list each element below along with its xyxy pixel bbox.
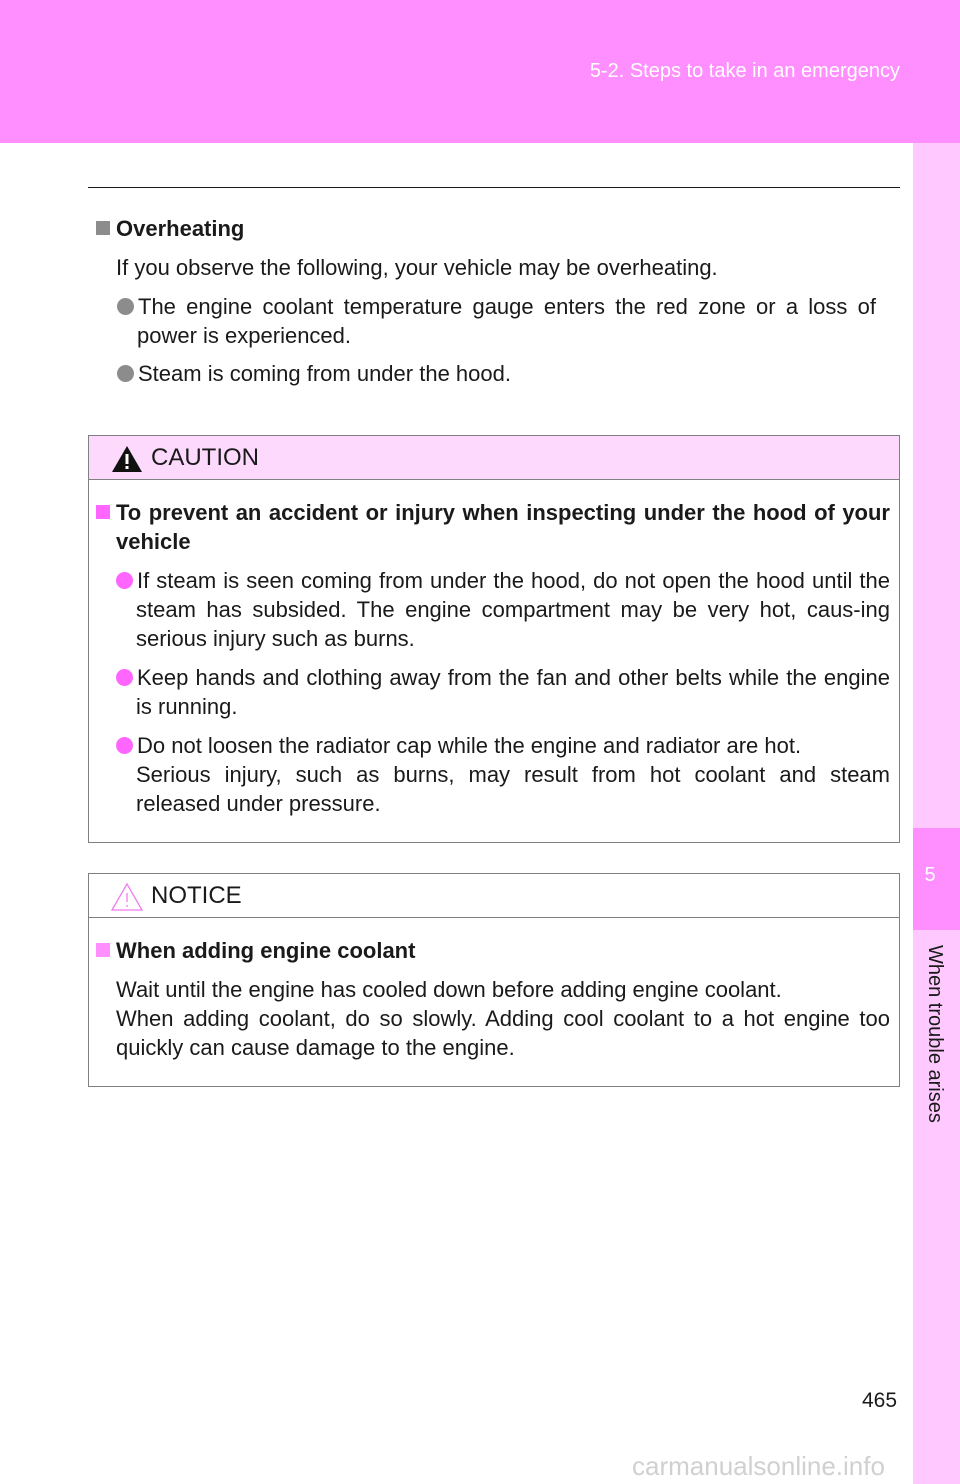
caution-heading: To prevent an accident or injury when inspecting under the hood of your vehicle — [96, 498, 890, 556]
circle-bullet-icon — [116, 669, 133, 686]
caution-box — [88, 435, 900, 843]
section-title: 5-2. Steps to take in an emergency — [589, 60, 900, 82]
circle-bullet-icon — [116, 572, 133, 589]
notice-heading: When adding engine coolant — [116, 938, 416, 963]
caution-bullet: Do not loosen the radiator cap while the engine and radiator are hot. — [96, 731, 890, 760]
square-bullet-icon — [96, 505, 110, 519]
caution-bullet: Keep hands and clothing away from the fan and other belts while the engine is running. — [96, 663, 890, 721]
square-bullet-icon — [96, 943, 110, 957]
chapter-side-tab — [913, 143, 960, 1484]
caution-content — [96, 498, 890, 818]
warning-triangle-outline-icon — [110, 882, 144, 912]
notice-paragraph: Wait until the engine has cooled down before adding engine coolant. — [116, 977, 782, 1002]
watermark: carmanualsonline.info — [632, 1451, 885, 1481]
caution-header — [89, 436, 899, 480]
notice-box — [88, 873, 900, 1087]
circle-bullet-icon — [117, 365, 134, 382]
overheating-heading: Overheating — [116, 216, 245, 241]
chapter-number: 5 — [924, 864, 936, 886]
overheating-intro: If you observe the following, your vehicle may be overheating. — [116, 255, 718, 280]
chapter-label: When trouble arises — [924, 945, 946, 1123]
circle-bullet-icon — [116, 737, 133, 754]
square-bullet-icon — [96, 221, 110, 235]
warning-triangle-icon — [110, 444, 144, 474]
notice-header — [89, 874, 899, 918]
caution-continuation: Serious injury, such as burns, may result from hot coolant and steam released under pressure. — [136, 762, 890, 816]
overheating-bullet: The engine coolant temperature gauge enters the red zone or a loss of power is experienced. — [96, 292, 876, 350]
notice-content — [96, 936, 890, 1062]
notice-paragraph: When adding coolant, do so slowly. Adding cool coolant to a hot engine too quickly can cause damage to the engine. — [116, 1006, 890, 1060]
notice-label: NOTICE — [151, 882, 242, 909]
overheating-heading-row — [96, 214, 896, 243]
top-divider — [88, 187, 900, 188]
overheating-bullet: Steam is coming from under the hood. — [96, 359, 896, 388]
caution-label: CAUTION — [151, 444, 259, 471]
circle-bullet-icon — [117, 298, 134, 315]
notice-heading-row — [96, 936, 890, 965]
page-number: 465 — [862, 1389, 898, 1412]
page-header — [0, 0, 960, 143]
overheating-section — [96, 214, 896, 388]
caution-bullet: If steam is seen coming from under the hood, do not open the hood until the steam has subsided. The engine compartment may be very hot, caus-ing serious injury such as burns. — [96, 566, 890, 653]
